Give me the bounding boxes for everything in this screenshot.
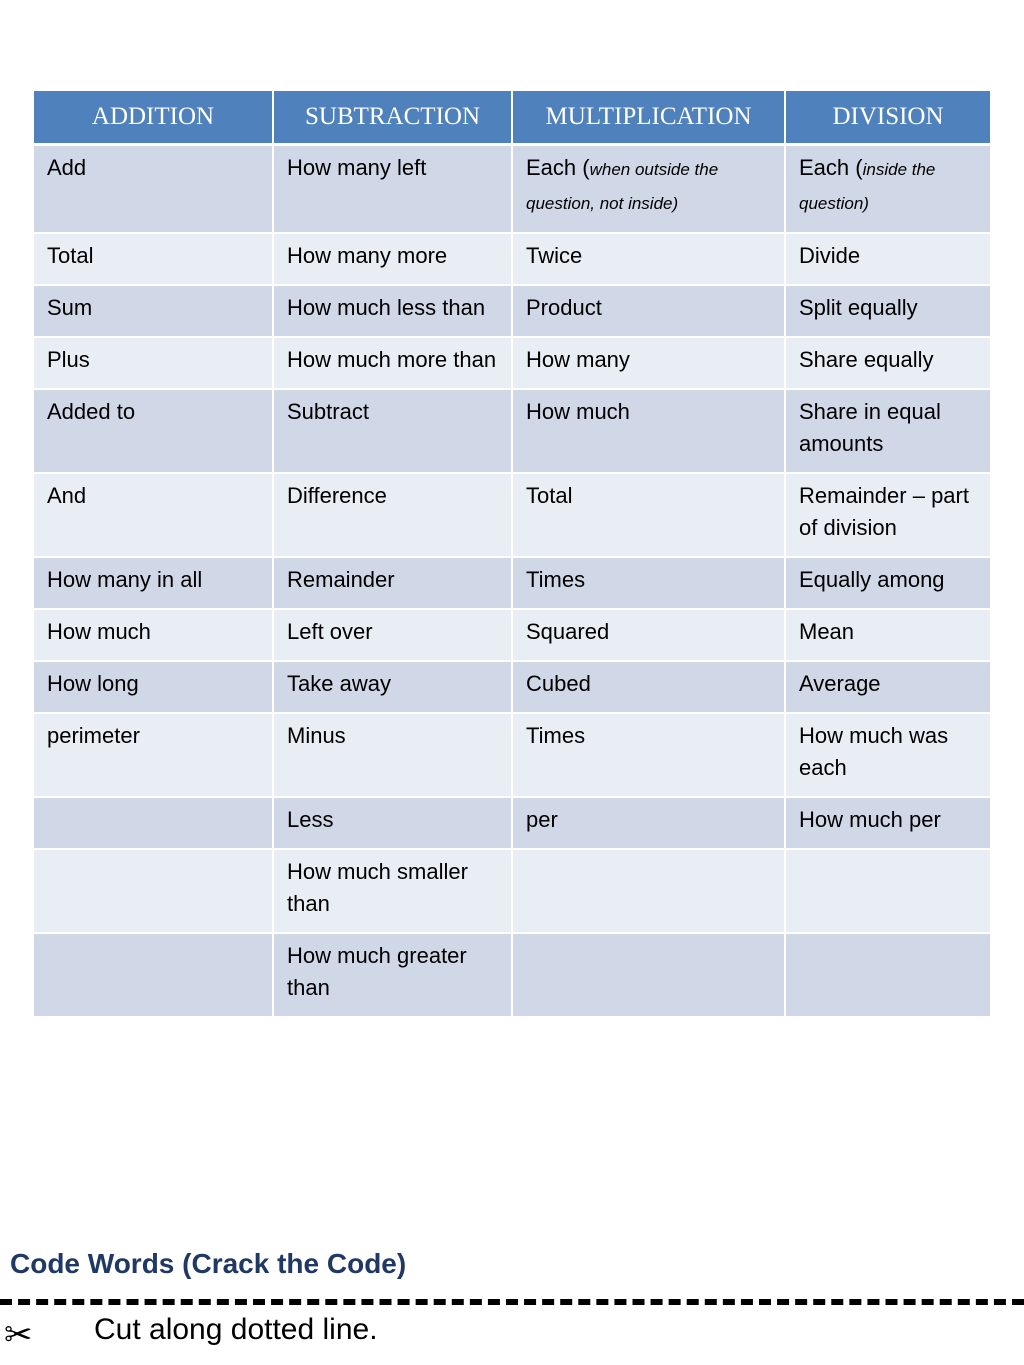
cell-addition — [34, 849, 273, 933]
cell-addition — [34, 285, 273, 337]
header-multiplication: MULTIPLICATION — [512, 91, 785, 145]
cell-subtraction — [273, 713, 512, 797]
cell-multiplication — [512, 713, 785, 797]
cell-multiplication — [512, 145, 785, 234]
cell-text: Minus — [287, 723, 346, 748]
table-row — [34, 233, 990, 285]
cell-addition — [34, 609, 273, 661]
cell-text: Divide — [799, 243, 861, 268]
cell-text: Remainder — [287, 567, 395, 592]
scissors-icon: ✂ — [4, 1316, 33, 1354]
header-subtraction: SUBTRACTION — [273, 91, 512, 145]
table-row — [34, 797, 990, 849]
code-words-title: Code Words (Crack the Code) — [10, 1248, 407, 1279]
cell-text: How much more than — [287, 347, 497, 372]
cell-text: How much greater than — [287, 943, 467, 1000]
cell-division — [785, 145, 990, 234]
table-row — [34, 473, 990, 557]
cell-addition — [34, 661, 273, 713]
cell-addition — [34, 389, 273, 473]
cell-text: Times — [526, 723, 586, 748]
cell-division — [785, 337, 990, 389]
cell-multiplication — [512, 473, 785, 557]
cell-multiplication — [512, 609, 785, 661]
cell-text: How many more — [287, 243, 448, 268]
cell-multiplication — [512, 337, 785, 389]
cell-text: How much smaller than — [287, 859, 468, 916]
cell-text: Take away — [287, 671, 391, 696]
cell-text: Cubed — [526, 671, 591, 696]
header-division: DIVISION — [785, 91, 990, 145]
cell-subtraction — [273, 389, 512, 473]
cell-division — [785, 713, 990, 797]
cell-subtraction — [273, 337, 512, 389]
cell-multiplication — [512, 285, 785, 337]
cell-note: when outside the question, not inside) — [526, 160, 719, 213]
cell-text: How much — [526, 399, 630, 424]
cell-subtraction — [273, 661, 512, 713]
cell-text: Plus — [47, 347, 90, 372]
cell-text: How much less than — [287, 295, 486, 320]
cell-note: inside the question) — [799, 160, 936, 213]
cell-text: Add — [47, 155, 87, 180]
cell-text: How long — [47, 671, 139, 696]
cell-addition — [34, 337, 273, 389]
cell-subtraction — [273, 145, 512, 234]
cell-text: Difference — [287, 483, 387, 508]
table-row — [34, 609, 990, 661]
cell-text: perimeter — [47, 723, 140, 748]
cell-subtraction — [273, 933, 512, 1017]
cell-text: How much per — [799, 807, 941, 832]
cell-text: Left over — [287, 619, 373, 644]
cell-subtraction — [273, 285, 512, 337]
cell-text: How many in all — [47, 567, 203, 592]
cell-text: per — [526, 807, 558, 832]
cell-text: Less — [287, 807, 334, 832]
cell-text: Equally among — [799, 567, 945, 592]
cell-subtraction — [273, 557, 512, 609]
cell-division — [785, 661, 990, 713]
cell-text: Average — [799, 671, 881, 696]
keyword-table-container — [34, 91, 990, 1018]
cell-addition — [34, 933, 273, 1017]
cell-division — [785, 285, 990, 337]
cell-addition — [34, 797, 273, 849]
cell-text: Remainder – part of division — [799, 483, 969, 540]
cell-multiplication — [512, 933, 785, 1017]
table-row — [34, 337, 990, 389]
cell-subtraction — [273, 609, 512, 661]
cell-text: Share equally — [799, 347, 934, 372]
cell-note-open: ( — [849, 155, 863, 180]
cut-instruction-text: Cut along dotted line. — [94, 1313, 378, 1346]
cell-text: How many — [526, 347, 630, 372]
cell-text: Subtract — [287, 399, 369, 424]
cell-text: And — [47, 483, 87, 508]
cell-text: How many left — [287, 155, 427, 180]
cell-text: Product — [526, 295, 602, 320]
cell-division — [785, 557, 990, 609]
cell-division — [785, 797, 990, 849]
cell-division — [785, 389, 990, 473]
cell-text: Added to — [47, 399, 136, 424]
cell-subtraction — [273, 797, 512, 849]
table-row — [34, 713, 990, 797]
cell-division — [785, 933, 990, 1017]
table-row — [34, 557, 990, 609]
cell-text: Times — [526, 567, 586, 592]
cell-division — [785, 233, 990, 285]
cell-subtraction — [273, 473, 512, 557]
cell-addition — [34, 557, 273, 609]
cell-text: Sum — [47, 295, 93, 320]
cell-text: Each — [526, 155, 577, 180]
cell-text: Total — [526, 483, 573, 508]
cell-text: Twice — [526, 243, 583, 268]
cell-division — [785, 849, 990, 933]
table-row — [34, 145, 990, 234]
cell-addition — [34, 713, 273, 797]
cell-multiplication — [512, 233, 785, 285]
cell-addition — [34, 473, 273, 557]
table-row — [34, 389, 990, 473]
cell-text: Share in equal amounts — [799, 399, 941, 456]
cell-subtraction — [273, 849, 512, 933]
cell-text: Mean — [799, 619, 855, 644]
cell-note-open: ( — [576, 155, 590, 180]
cell-multiplication — [512, 661, 785, 713]
cell-multiplication — [512, 797, 785, 849]
keyword-table — [34, 91, 990, 1018]
cell-text: Split equally — [799, 295, 918, 320]
table-row — [34, 933, 990, 1017]
cell-addition — [34, 233, 273, 285]
cell-text: How much — [47, 619, 151, 644]
table-body — [34, 145, 990, 1018]
cell-multiplication — [512, 389, 785, 473]
cell-text: How much was each — [799, 723, 949, 780]
table-row — [34, 661, 990, 713]
cell-text: Squared — [526, 619, 610, 644]
cell-division — [785, 609, 990, 661]
cell-text: Total — [47, 243, 94, 268]
cut-dotted-line — [0, 1299, 1024, 1305]
cell-text: Each — [799, 155, 850, 180]
header-addition: ADDITION — [34, 91, 273, 145]
cell-multiplication — [512, 557, 785, 609]
table-header-row — [34, 91, 990, 145]
table-row — [34, 849, 990, 933]
cell-division — [785, 473, 990, 557]
cell-subtraction — [273, 233, 512, 285]
cell-addition — [34, 145, 273, 234]
cell-multiplication — [512, 849, 785, 933]
table-row — [34, 285, 990, 337]
